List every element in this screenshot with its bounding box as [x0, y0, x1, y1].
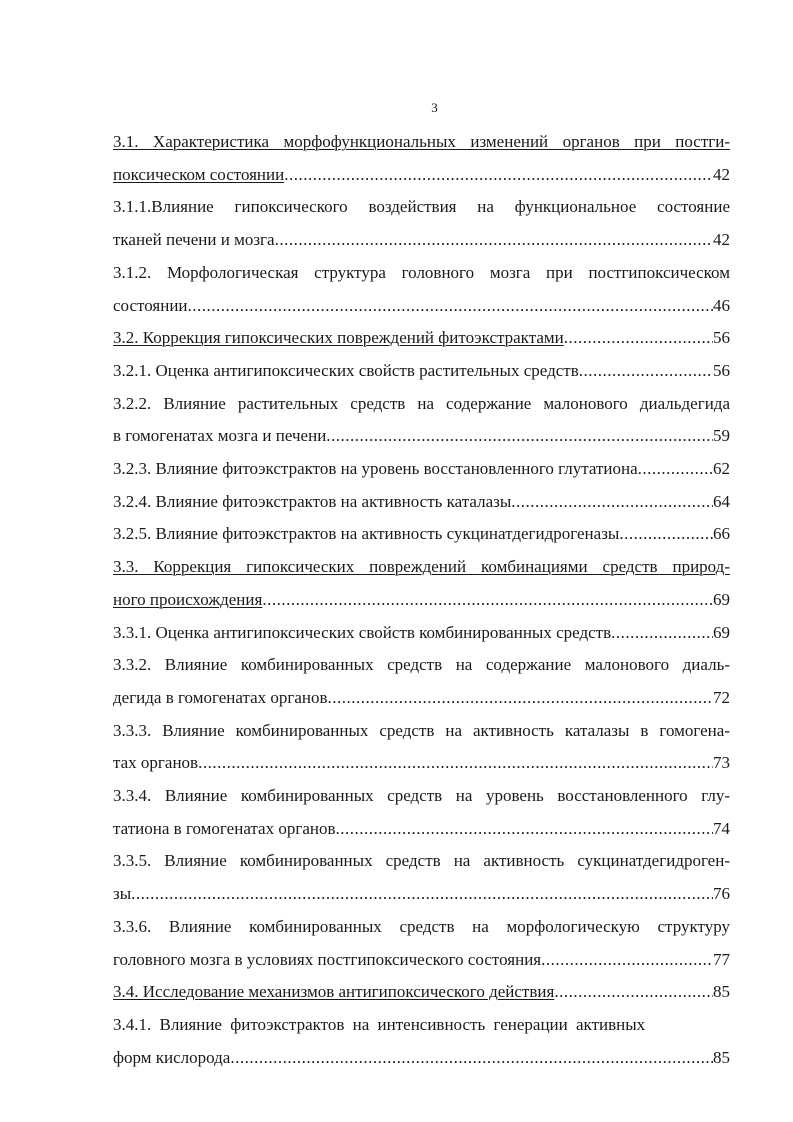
dot-leader [554, 976, 713, 1009]
toc-entry-leader-line [113, 486, 730, 519]
toc-entry-title: ного происхождения [113, 589, 263, 609]
dot-leader [511, 486, 713, 519]
toc-entry-title-line: 3.2.2. Влияние растительных средств на содержание малонового диальдегида [113, 393, 730, 413]
dot-leader [262, 584, 713, 617]
toc-subsection-entry [113, 715, 730, 780]
toc-entry-title: 3.4. Исследование механизмов антигипоксического действия [113, 982, 555, 1002]
toc-entry-leader-line [113, 878, 730, 911]
toc-subsection-entry [113, 486, 730, 519]
toc-page-number: 56 [713, 328, 730, 348]
toc-page-number: 66 [713, 524, 730, 544]
toc-page-number: 42 [713, 230, 730, 250]
toc-page-number: 74 [713, 818, 730, 838]
toc-entry-title: 3.2. Коррекция гипоксических повреждений фитоэкстрактами [113, 328, 564, 348]
toc-page-number: 76 [713, 884, 730, 904]
dot-leader [284, 159, 713, 192]
toc-page-number: 72 [713, 687, 730, 707]
dot-leader [326, 420, 713, 453]
toc-entry-leader-line [113, 813, 730, 846]
toc-page-number: 69 [713, 622, 730, 642]
toc-entry-title: головного мозга в условиях постгипоксического состояния [113, 949, 542, 969]
toc-entry-title: дегида в гомогенатах органов [113, 687, 328, 707]
dot-leader [275, 224, 713, 257]
toc-entry-leader-line [113, 290, 730, 323]
dot-leader [564, 322, 713, 355]
toc-entry-leader-line [113, 617, 730, 650]
dot-leader [541, 944, 713, 977]
toc-entry-leader-line [113, 1042, 730, 1075]
toc-section-entry [113, 976, 730, 1009]
toc-page-number: 46 [713, 295, 730, 315]
toc-entry-title-line: 3.1.1.Влияние гипоксического воздействия на функциональное состояние [113, 197, 730, 217]
toc-entry-leader-line [113, 518, 730, 551]
toc-entry-title: 3.3.1. Оценка антигипоксических свойств комбинированных средств [113, 622, 612, 642]
toc-subsection-entry [113, 617, 730, 650]
toc-entry-leader-line [113, 355, 730, 388]
toc-entry-title: тах органов [113, 753, 199, 773]
toc-entry-title-line: 3.4.1. Влияние фитоэкстрактов на интенсивность генерации активных [113, 1014, 646, 1034]
toc-entry-title-line: 3.3.2. Влияние комбинированных средств на содержание малонового диаль- [113, 655, 730, 675]
toc-entry-leader-line [113, 159, 730, 192]
toc-entry-title-line: 3.3.4. Влияние комбинированных средств на уровень восстановленного глу- [113, 786, 730, 806]
toc-entry-leader-line [113, 224, 730, 257]
toc-entry-title-line: 3.1.2. Морфологическая структура головного мозга при постгипоксическом [113, 262, 730, 282]
toc-entry-leader-line [113, 584, 730, 617]
toc-page-number: 62 [713, 459, 730, 479]
dot-leader [611, 617, 713, 650]
toc-entry-title: татиона в гомогенатах органов [113, 818, 336, 838]
toc-entry-leader-line [113, 420, 730, 453]
dot-leader [131, 878, 713, 911]
toc-entry-title-line: 3.3.5. Влияние комбинированных средств на активность сукцинатдегидроген- [113, 851, 730, 871]
toc-page-number: 85 [713, 982, 730, 1002]
toc-subsection-entry [113, 191, 730, 256]
toc-page-number: 73 [713, 753, 730, 773]
toc-entry-title: зы [113, 884, 132, 904]
toc-page-number: 42 [713, 164, 730, 184]
toc-entry-title: 3.2.3. Влияние фитоэкстрактов на уровень восстановленного глутатиона [113, 459, 638, 479]
toc-entry-leader-line [113, 322, 730, 355]
toc-entry-title-line: 3.3.3. Влияние комбинированных средств на активность каталазы в гомогена- [113, 720, 730, 740]
toc-page-number: 64 [713, 491, 730, 511]
dot-leader [638, 453, 713, 486]
toc-entry-title: тканей печени и мозга [113, 230, 275, 250]
toc-entry-leader-line [113, 976, 730, 1009]
toc-entry-title: 3.2.1. Оценка антигипоксических свойств растительных средств [113, 360, 579, 380]
toc-subsection-entry [113, 649, 730, 714]
toc-page-number: 77 [713, 949, 730, 969]
toc-page-number: 69 [713, 589, 730, 609]
dot-leader [619, 518, 713, 551]
dot-leader [336, 813, 714, 846]
toc-subsection-entry [113, 518, 730, 551]
toc-page-number: 85 [713, 1047, 730, 1067]
toc-entry-leader-line [113, 944, 730, 977]
table-of-contents [113, 126, 730, 1074]
toc-entry-leader-line [113, 747, 730, 780]
toc-subsection-entry [113, 780, 730, 845]
dot-leader [579, 355, 713, 388]
toc-entry-title-line: 3.3. Коррекция гипоксических повреждений комбинациями средств природ- [113, 557, 730, 577]
toc-entry-title: 3.2.5. Влияние фитоэкстрактов на активность сукцинатдегидрогеназы [113, 524, 620, 544]
toc-section-entry [113, 551, 730, 616]
toc-subsection-entry [113, 257, 730, 322]
toc-subsection-entry [113, 388, 730, 453]
toc-page-number: 56 [713, 360, 730, 380]
toc-entry-title-line: 3.3.6. Влияние комбинированных средств на морфологическую структуру [113, 916, 730, 936]
toc-subsection-entry [113, 453, 730, 486]
toc-subsection-entry [113, 1009, 730, 1074]
page-number: 3 [431, 100, 438, 115]
toc-section-entry [113, 322, 730, 355]
toc-page-number: 59 [713, 426, 730, 446]
toc-entry-title: 3.2.4. Влияние фитоэкстрактов на активность каталазы [113, 491, 512, 511]
toc-section-entry [113, 126, 730, 191]
toc-entry-title: форм кислорода [113, 1047, 231, 1067]
dot-leader [188, 290, 713, 323]
toc-entry-title: состоянии [113, 295, 188, 315]
toc-entry-title-line: 3.1. Характеристика морфофункциональных изменений органов при постги- [113, 132, 730, 151]
toc-subsection-entry [113, 845, 730, 910]
dot-leader [198, 747, 713, 780]
toc-subsection-entry [113, 911, 730, 976]
dot-leader [328, 682, 713, 715]
toc-entry-title: поксическом состоянии [113, 164, 285, 184]
toc-subsection-entry [113, 355, 730, 388]
dot-leader [230, 1042, 713, 1075]
toc-entry-leader-line [113, 453, 730, 486]
toc-entry-leader-line [113, 682, 730, 715]
toc-entry-title: в гомогенатах мозга и печени [113, 426, 327, 446]
